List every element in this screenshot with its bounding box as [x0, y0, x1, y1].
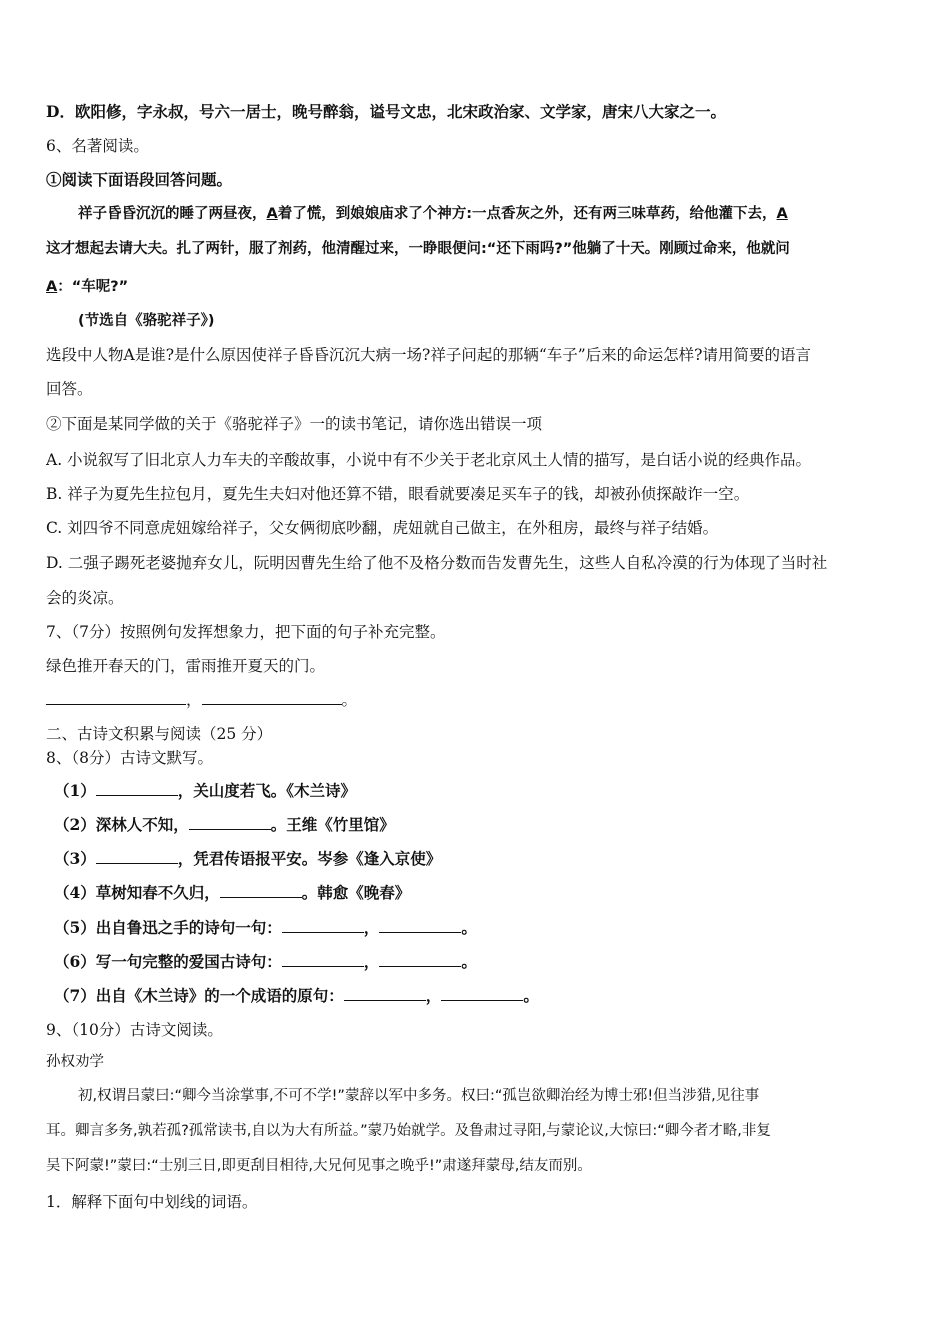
answer-blank[interactable]	[379, 918, 461, 933]
q7-answer-line	[46, 689, 906, 711]
passage-line-3	[46, 276, 906, 298]
item-text: （6）写一句完整的爱国古诗句：	[54, 952, 282, 971]
option-c: C. 刘四爷不同意虎妞嫁给祥子，父女俩彻底吵翻，虎妞就自己做主，在外租房，最终与祥子结婚。	[46, 519, 719, 537]
passage-source: (节选自《骆驼祥子》)	[78, 313, 215, 329]
punctuation: ，	[363, 918, 380, 937]
question-9-title: 9、（10分）古诗文阅读。	[46, 1021, 223, 1039]
passage-line-2: 这才想起去请大夫。扎了两针，服了剂药，他清醒过来，一睁眼便问:“还下雨吗?”他躺了十天。刚顾过命来，他就问	[46, 241, 790, 257]
passage-line-1	[78, 203, 906, 225]
item-text: ，关山度若飞。《木兰诗》	[177, 781, 357, 800]
answer-blank[interactable]	[379, 952, 461, 967]
option-b: B. 祥子为夏先生拉包月，夏先生夫妇对他还算不错，眼看就要凑足买车子的钱，却被孙侦探敲诈一空。	[46, 485, 750, 503]
option-d-ouyang-xiu: D．欧阳修，字永叔，号六一居士，晚号醉翁，谥号文忠，北宋政治家、文学家，唐宋八大家之一。	[46, 102, 726, 121]
answer-blank[interactable]	[282, 952, 364, 967]
q7-example-sentence: 绿色推开春天的门，雷雨推开夏天的门。	[46, 657, 326, 675]
q6-part1-question-cont: 回答。	[46, 380, 93, 398]
passage-text: ：“车呢?”	[57, 279, 129, 295]
punctuation: ，	[186, 691, 202, 709]
section-2-heading: 二、古诗文积累与阅读（25 分）	[46, 725, 273, 743]
answer-blank[interactable]	[189, 815, 271, 830]
q8-item-1	[54, 780, 906, 802]
q8-item-6	[54, 951, 906, 973]
answer-blank[interactable]	[96, 781, 178, 796]
classical-passage-line-2: 耳。卿言多务,孰若孤?孤常读书,自以为大有所益。”蒙乃始就学。及鲁肃过寻阳,与蒙论议,大惊曰:“卿今者才略,非复	[46, 1123, 771, 1139]
q8-item-3	[54, 848, 906, 870]
q8-item-2	[54, 814, 906, 836]
question-8-title: 8、（8分）古诗文默写。	[46, 749, 213, 767]
item-label: （3）	[54, 849, 96, 868]
q8-item-5	[54, 917, 906, 939]
classical-passage-line-3: 吴下阿蒙!”蒙曰:“士别三日,即更刮目相待,大兄何见事之晚乎!”肃遂拜蒙母,结友而别。	[46, 1158, 592, 1174]
answer-blank[interactable]	[202, 690, 342, 705]
character-a-marker: A	[776, 206, 788, 222]
question-7-title: 7、（7分）按照例句发挥想象力，把下面的句子补充完整。	[46, 623, 446, 641]
option-d-cont: 会的炎凉。	[46, 589, 124, 607]
item-text: （4）草树知春不久归，	[54, 883, 220, 902]
passage-text: 祥子昏昏沉沉的睡了两昼夜，	[78, 206, 267, 222]
item-label: （1）	[54, 781, 96, 800]
option-d: D. 二强子踢死老婆抛弃女儿，阮明因曹先生给了他不及格分数而告发曹先生，这些人自私冷漠的行为体现了当时社	[46, 554, 828, 572]
item-text: 。韩愈《晚春》	[301, 883, 411, 902]
punctuation: ，	[363, 952, 380, 971]
q6-part2-prompt: ②下面是某同学做的关于《骆驼祥子》一的读书笔记，请你选出错误一项	[46, 415, 543, 433]
item-text: （2）深林人不知，	[54, 815, 189, 834]
punctuation: 。	[523, 986, 539, 1005]
q8-item-4	[54, 882, 906, 904]
answer-blank[interactable]	[344, 986, 426, 1001]
character-a-marker: A	[266, 206, 278, 222]
punctuation: 。	[461, 918, 477, 937]
punctuation: 。	[461, 952, 477, 971]
q9-subquestion-1: 1．解释下面句中划线的词语。	[46, 1193, 258, 1211]
item-text: 。王维《竹里馆》	[270, 815, 395, 834]
item-text: （7）出自《木兰诗》的一个成语的原句：	[54, 986, 344, 1005]
option-a: A. 小说叙写了旧北京人力车夫的辛酸故事，小说中有不少关于老北京风土人情的描写，是白话小说的经典作品。	[46, 451, 812, 469]
passage-text: 着了慌，到娘娘庙求了个神方:一点香灰之外，还有两三味草药，给他灌下去，	[277, 206, 777, 222]
question-6-title: 6、名著阅读。	[46, 137, 149, 155]
item-text: （5）出自鲁迅之手的诗句一句：	[54, 918, 282, 937]
punctuation: 。	[341, 691, 358, 709]
answer-blank[interactable]	[96, 849, 178, 864]
character-a-marker: A	[46, 279, 58, 295]
classical-passage-line-1: 初,权谓吕蒙曰:“卿今当涂掌事,不可不学!”蒙辞以军中多务。权曰:“孤岂欲卿治经为博士邪!但当涉猎,见往事	[78, 1088, 760, 1104]
q6-part1-prompt: ①阅读下面语段回答问题。	[46, 170, 233, 189]
answer-blank[interactable]	[282, 918, 364, 933]
q6-part1-question: 选段中人物A是谁?是什么原因使祥子昏昏沉沉大病一场?祥子问起的那辆“车子”后来的命运怎样?请用简要的语言	[46, 346, 811, 364]
answer-blank[interactable]	[441, 986, 523, 1001]
answer-blank[interactable]	[220, 883, 302, 898]
answer-blank[interactable]	[46, 690, 186, 705]
item-text: ，凭君传语报平安。岑参《逢入京使》	[177, 849, 442, 868]
q8-item-7	[54, 985, 906, 1007]
passage-title: 孙权劝学	[46, 1054, 104, 1070]
punctuation: ，	[425, 986, 442, 1005]
